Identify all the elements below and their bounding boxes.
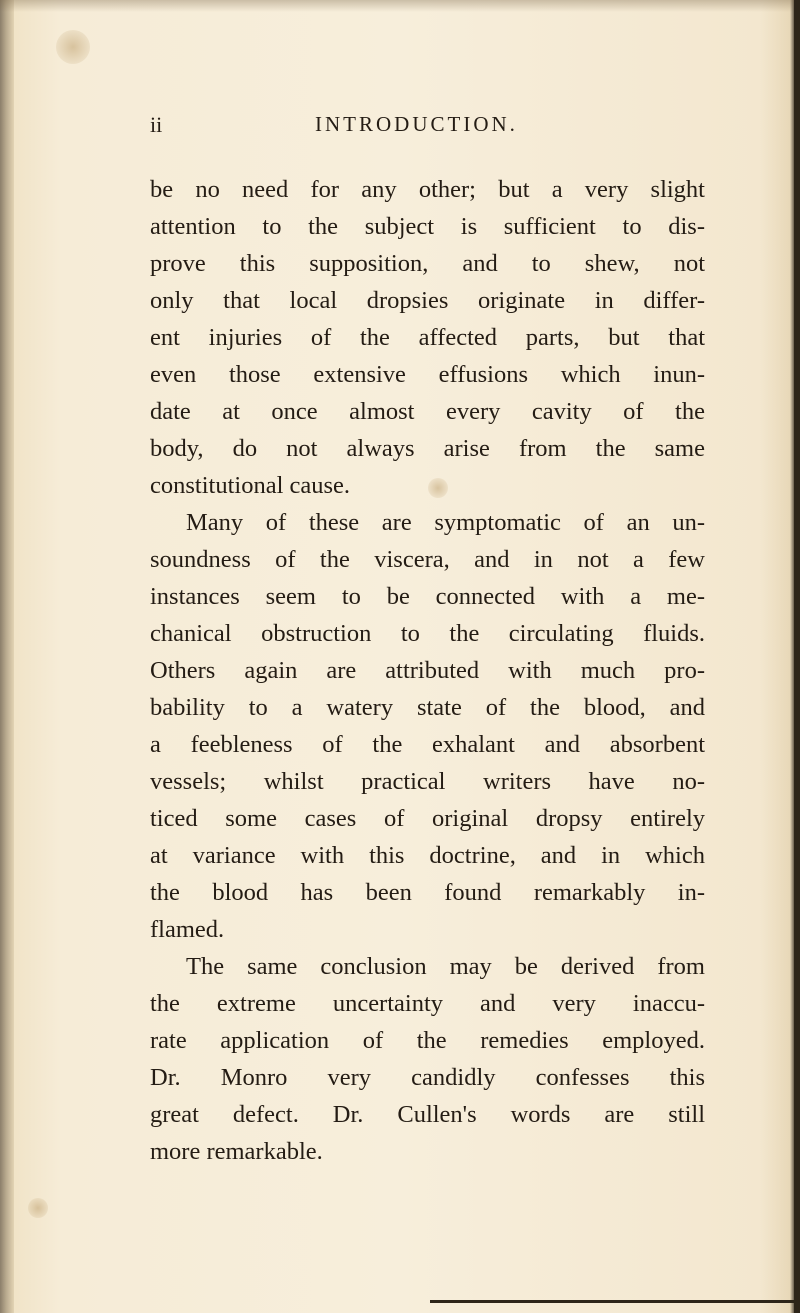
text-line: great defect. Dr. Cullen's words are still: [150, 1101, 705, 1128]
binding-gutter: [0, 0, 14, 1313]
right-page-edge: [794, 0, 800, 1313]
running-head: INTRODUCTION.: [315, 112, 518, 136]
text-line: the extreme uncertainty and very inaccu-: [150, 990, 705, 1017]
text-line: prove this supposition, and to shew, not: [150, 250, 705, 277]
text-line: Others again are attributed with much pro-: [150, 657, 705, 684]
text-line: attention to the subject is sufficient to dis-: [150, 213, 705, 240]
text-line: be no need for any other; but a very slight: [150, 176, 705, 203]
text-line: ent injuries of the affected parts, but that: [150, 324, 705, 351]
text-line: vessels; whilst practical writers have no-: [150, 768, 705, 795]
text-line: only that local dropsies originate in differ-: [150, 287, 705, 314]
page-number: ii: [150, 112, 163, 137]
text-line: The same conclusion may be derived from: [186, 953, 705, 980]
text-line: the blood has been found remarkably in-: [150, 879, 705, 906]
text-line: more remarkable.: [150, 1138, 323, 1165]
text-line: instances seem to be connected with a me-: [150, 583, 705, 610]
paper-stain: [28, 1198, 48, 1218]
text-line: chanical obstruction to the circulating fluids.: [150, 620, 705, 647]
text-line: Many of these are symptomatic of an un-: [186, 509, 705, 536]
text-line: ticed some cases of original dropsy entirely: [150, 805, 705, 832]
text-line: Dr. Monro very candidly confesses this: [150, 1064, 705, 1091]
body-text: [150, 171, 705, 1170]
bottom-page-edge: [430, 1300, 794, 1303]
text-line: a feebleness of the exhalant and absorbent: [150, 731, 705, 758]
text-line: rate application of the remedies employed.: [150, 1027, 705, 1054]
text-line: at variance with this doctrine, and in which: [150, 842, 705, 869]
text-line: soundness of the viscera, and in not a few: [150, 546, 705, 573]
top-edge-shadow: [0, 0, 800, 12]
page-header: [150, 112, 570, 146]
text-line: body, do not always arise from the same: [150, 435, 705, 462]
text-line: flamed.: [150, 916, 225, 943]
text-line: bability to a watery state of the blood, and: [150, 694, 705, 721]
text-line: date at once almost every cavity of the: [150, 398, 705, 425]
paper-stain: [56, 30, 90, 64]
text-line: constitutional cause.: [150, 472, 351, 499]
text-line: even those extensive effusions which inun-: [150, 361, 705, 388]
